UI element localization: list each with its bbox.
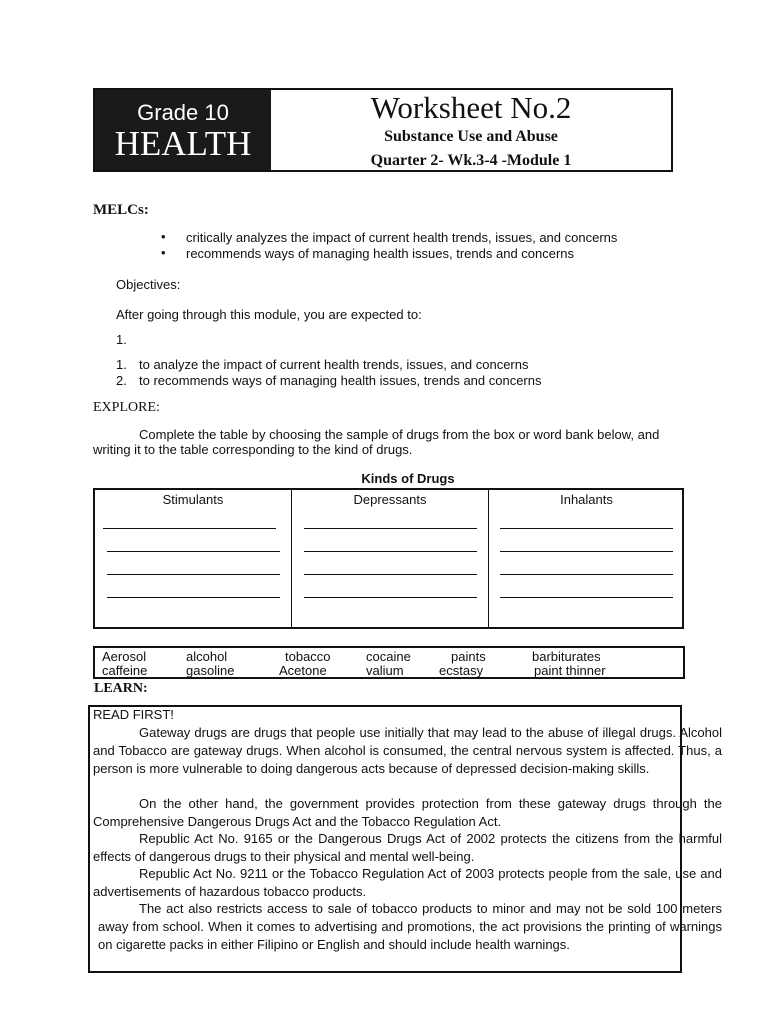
learn-heading: LEARN:: [94, 681, 148, 696]
objective-number: 1.: [116, 357, 127, 372]
worksheet-quarter: Quarter 2- Wk.3-4 -Module 1: [370, 152, 572, 169]
answer-blank[interactable]: [107, 574, 280, 575]
answer-blank[interactable]: [500, 551, 673, 552]
word-bank-item: ecstasy: [439, 663, 484, 678]
column-divider: [488, 490, 489, 627]
learn-paragraph: Gateway drugs are drugs that people use initially that may lead to the abuse of illegal drugs. Alcohol and Tobacco are gateway drugs. When alcohol is consumed, the central nervous system is affected. Thus, a person is more vulnerable to doing dangerous acts because of depressed decision-making skills.: [93, 725, 722, 776]
column-divider: [291, 490, 292, 627]
answer-blank[interactable]: [107, 551, 280, 552]
objective-item: to analyze the impact of current health trends, issues, and concerns: [139, 357, 529, 372]
learn-paragraph: Republic Act No. 9165 or the Dangerous Drugs Act of 2002 protects the citizens from the harmful effects of dangerous drugs to their physical and mental well-being.: [93, 831, 722, 864]
word-bank: [93, 646, 685, 679]
word-bank-item: tobacco: [285, 649, 331, 664]
answer-blank[interactable]: [107, 597, 280, 598]
column-header-depressants: Depressants: [353, 492, 427, 507]
learn-paragraph: Republic Act No. 9211 or the Tobacco Regulation Act of 2003 protects people from the sale, use and advertisements of hazardous tobacco products.: [93, 866, 722, 899]
word-bank-item: Acetone: [279, 663, 327, 678]
melc-item: critically analyzes the impact of current health trends, issues, and concerns: [186, 230, 618, 245]
worksheet-subtitle: Substance Use and Abuse: [384, 128, 558, 145]
objective-number: 2.: [116, 373, 127, 388]
word-bank-item: valium: [366, 663, 404, 678]
learn-paragraph: On the other hand, the government provides protection from these gateway drugs through the Comprehensive Dangerous Drugs Act and the Tobacco Regulation Act.: [93, 796, 722, 829]
bullet-icon: •: [161, 245, 166, 260]
answer-blank[interactable]: [500, 597, 673, 598]
melcs-heading: MELCs:: [93, 202, 149, 218]
answer-blank[interactable]: [500, 528, 673, 529]
word-bank-item: gasoline: [186, 663, 235, 678]
explore-instructions-line2: writing it to the table corresponding to the kind of drugs.: [93, 442, 413, 457]
learn-paragraph: The act also restricts access to sale of tobacco products to minor and may not be sold 100 meters away from school. When it comes to advertising and promotions, the act provisions the printing of warnings on cigarette packs in either Filipino or English and should include health warnings.: [98, 901, 722, 952]
bullet-icon: •: [161, 229, 166, 244]
drugs-table: [93, 488, 684, 629]
subject-label: HEALTH: [114, 124, 252, 163]
word-bank-item: alcohol: [186, 649, 228, 664]
read-first-label: READ FIRST!: [93, 707, 174, 722]
melc-item: recommends ways of managing health issues, trends and concerns: [186, 246, 575, 261]
objective-item: to recommends ways of managing health issues, trends and concerns: [139, 373, 542, 388]
column-header-inhalants: Inhalants: [560, 492, 613, 507]
grade-label: Grade 10: [137, 100, 229, 125]
word-bank-item: Aerosol: [102, 649, 147, 664]
worksheet-title: Worksheet No.2: [370, 90, 572, 125]
answer-blank[interactable]: [304, 574, 477, 575]
word-bank-item: cocaine: [366, 649, 411, 664]
column-header-stimulants: Stimulants: [162, 492, 224, 507]
word-bank-item: paints: [451, 649, 486, 664]
answer-blank[interactable]: [500, 574, 673, 575]
answer-blank[interactable]: [103, 528, 276, 529]
answer-blank[interactable]: [304, 597, 477, 598]
grade-subject-box: [95, 90, 271, 170]
answer-blank[interactable]: [304, 528, 477, 529]
word-bank-item: caffeine: [102, 663, 148, 678]
drugs-table-title: Kinds of Drugs: [361, 471, 455, 486]
explore-heading: EXPLORE:: [93, 400, 160, 415]
explore-instructions-line1: Complete the table by choosing the sample of drugs from the box or word bank below, and: [139, 427, 660, 442]
objectives-intro: After going through this module, you are expected to:: [116, 307, 422, 322]
worksheet-header: [93, 88, 673, 172]
objective-empty-number: 1.: [116, 332, 127, 347]
word-bank-item: barbiturates: [532, 649, 601, 664]
word-bank-item: paint thinner: [534, 663, 606, 678]
answer-blank[interactable]: [304, 551, 477, 552]
objectives-heading: Objectives:: [116, 277, 181, 292]
